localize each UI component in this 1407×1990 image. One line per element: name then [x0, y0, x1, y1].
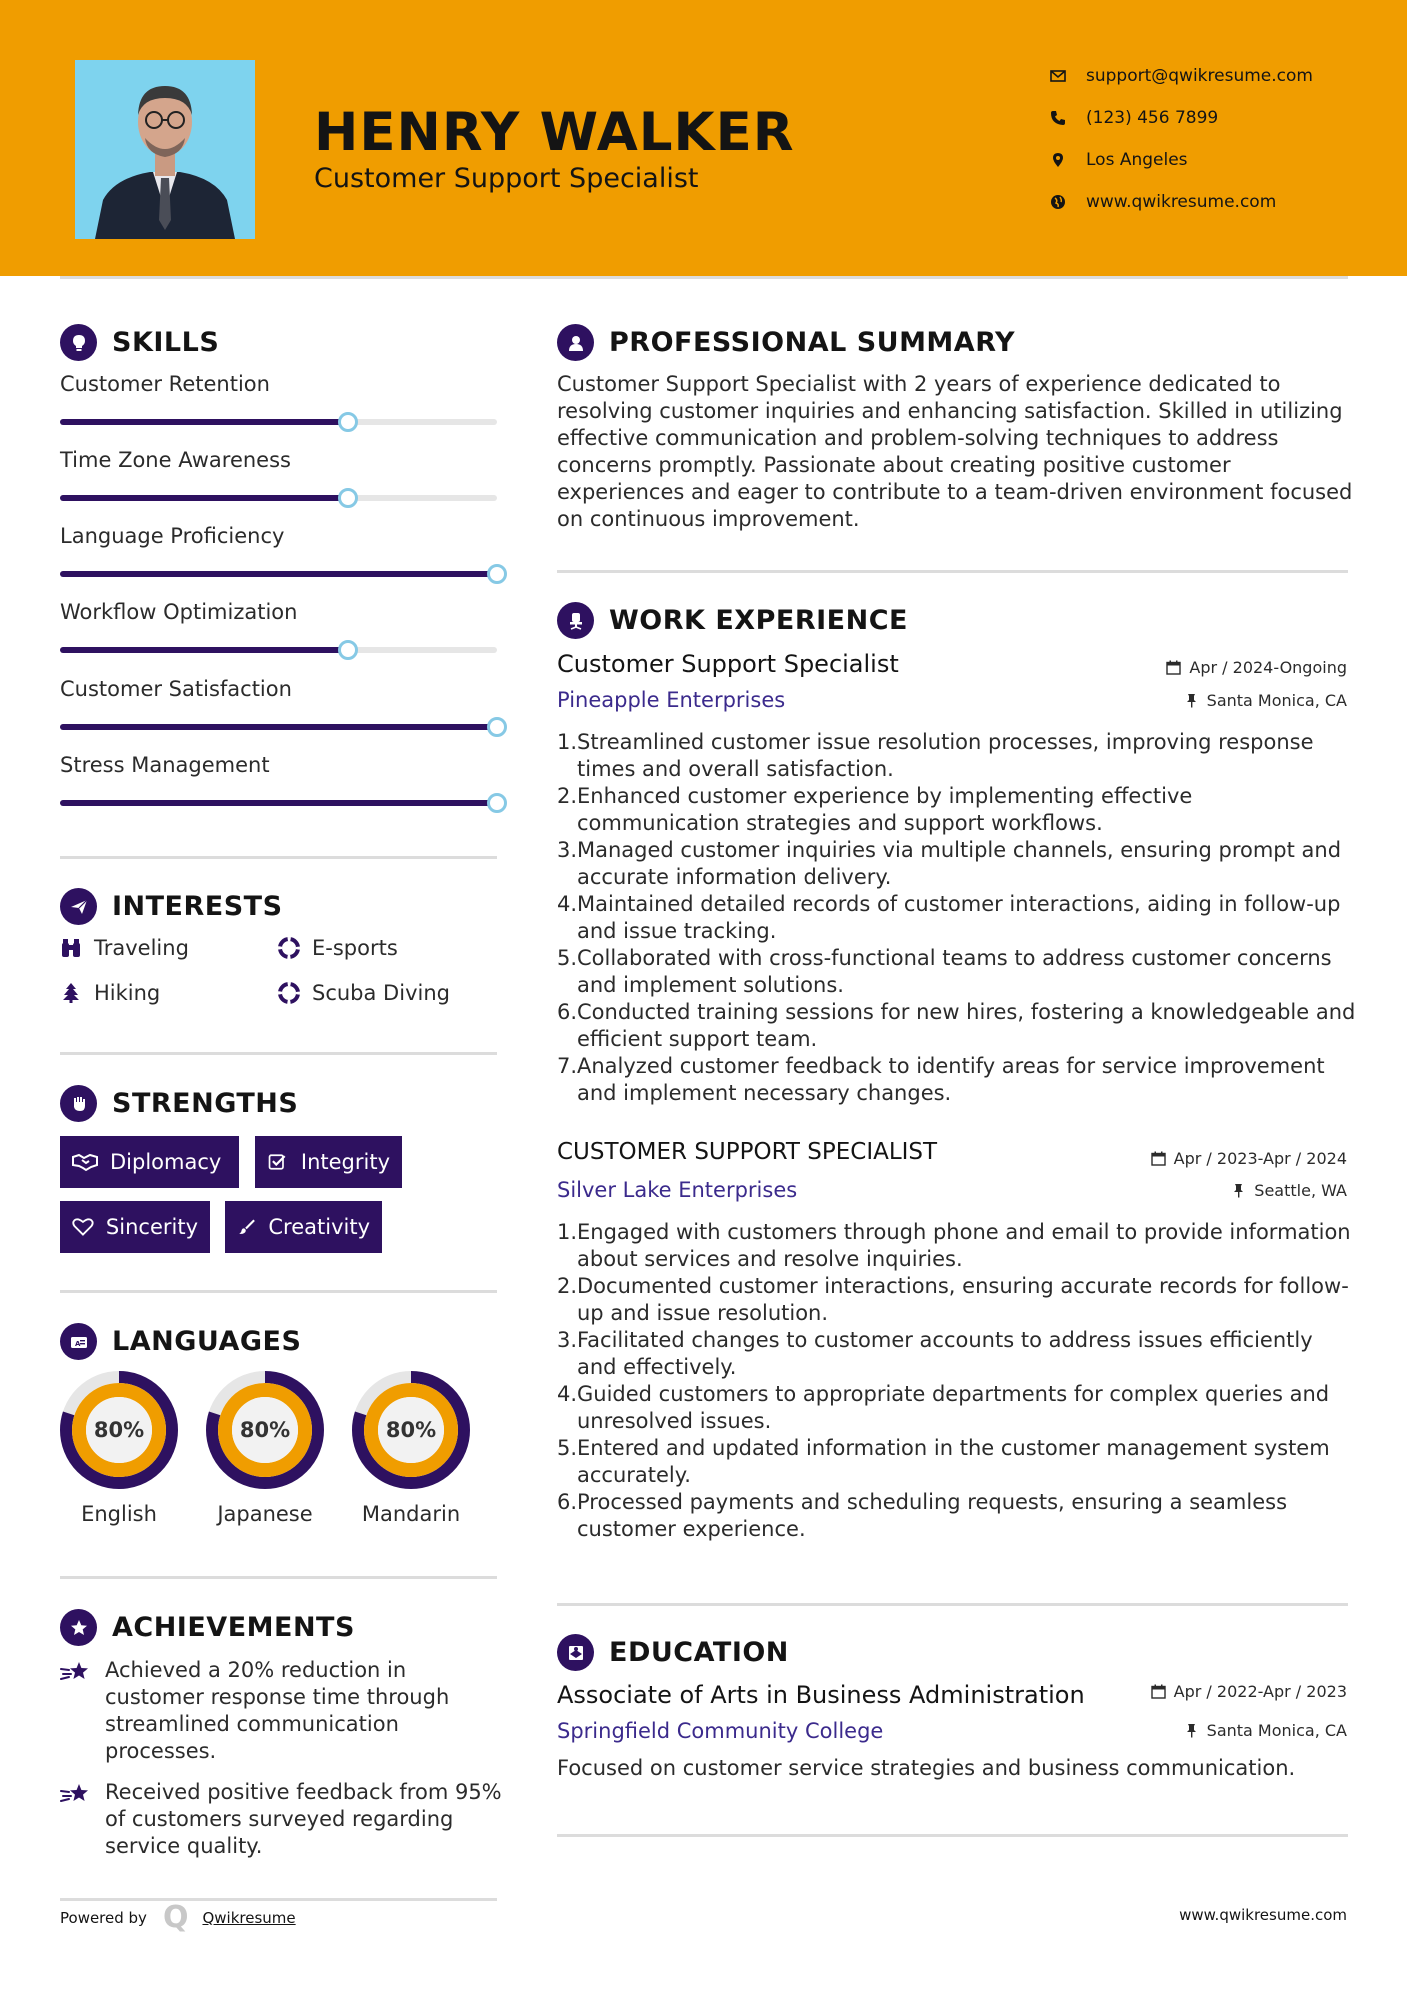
education-dates-text: Apr / 2022-Apr / 2023	[1173, 1682, 1347, 1701]
skill-bar	[60, 495, 497, 501]
skill-bar-fill	[60, 647, 348, 653]
language-gauge	[351, 1370, 471, 1490]
interest-item	[60, 936, 189, 960]
candidate-title: Customer Support Specialist	[314, 163, 699, 194]
binoculars-icon	[60, 937, 82, 959]
footer-powered-by	[60, 1900, 296, 1935]
duty-text: Maintained detailed records of customer interactions, aiding in follow-up and issue tracking.	[577, 892, 1341, 943]
skill-item	[60, 600, 505, 653]
duty-item	[557, 837, 1357, 891]
education-school: Springfield Community College	[557, 1719, 884, 1743]
pushpin-icon	[1184, 693, 1199, 708]
raised-fist-icon	[60, 1085, 97, 1122]
achievements-title: ACHIEVEMENTS	[112, 1612, 355, 1643]
phone-icon	[1050, 110, 1066, 126]
education-title: EDUCATION	[609, 1637, 789, 1668]
resume-header	[0, 0, 1407, 276]
duty-text: Engaged with customers through phone and email to provide information about services and resolve inquiries.	[577, 1220, 1351, 1271]
lifebuoy-icon	[278, 937, 300, 959]
contact-website[interactable]	[1050, 181, 1370, 223]
skill-bar-knob	[338, 640, 358, 660]
duty-text: Facilitated changes to customer accounts to address issues efficiently and effectively.	[577, 1328, 1313, 1379]
language-gauge	[59, 1370, 179, 1490]
skill-item	[60, 448, 505, 501]
interest-item	[60, 981, 160, 1005]
duty-item	[557, 891, 1357, 945]
calendar-icon	[1151, 1684, 1166, 1699]
job-company: Silver Lake Enterprises	[557, 1178, 798, 1202]
duty-text: Analyzed customer feedback to identify areas for service improvement and implement necessary changes.	[577, 1054, 1325, 1105]
map-marker-icon	[1050, 152, 1066, 168]
skill-bar-knob	[338, 488, 358, 508]
skill-name: Language Proficiency	[60, 524, 285, 548]
job-dates	[1166, 658, 1347, 677]
skill-item	[60, 677, 505, 730]
interest-label: Traveling	[94, 936, 189, 960]
job-location-text: Seattle, WA	[1254, 1181, 1347, 1200]
duty-item	[557, 783, 1357, 837]
strengths-heading	[60, 1085, 298, 1122]
languages-title: LANGUAGES	[112, 1326, 302, 1357]
summary-heading	[557, 324, 1015, 361]
job-duties-list	[557, 1219, 1357, 1543]
duty-item	[557, 999, 1357, 1053]
interests-title: INTERESTS	[112, 891, 283, 922]
duty-text: Guided customers to appropriate departments for complex queries and unresolved issues.	[577, 1382, 1330, 1433]
interest-label: Scuba Diving	[312, 981, 450, 1005]
qwikresume-logo-icon: Q	[162, 1900, 189, 1935]
duty-number: 3.	[557, 838, 578, 862]
job-company: Pineapple Enterprises	[557, 688, 786, 712]
skill-bar-knob	[338, 412, 358, 432]
calendar-icon	[1166, 660, 1181, 675]
duty-item	[557, 1327, 1357, 1381]
duty-text: Documented customer interactions, ensuring accurate records for follow-up and issue resolution.	[577, 1274, 1349, 1325]
skill-bar	[60, 647, 497, 653]
interest-label: Hiking	[94, 981, 161, 1005]
job-role: Customer Support Specialist	[557, 650, 899, 678]
summary-title: PROFESSIONAL SUMMARY	[609, 327, 1016, 358]
skill-name: Customer Retention	[60, 372, 270, 396]
pushpin-icon	[1231, 1183, 1246, 1198]
graduation-icon	[557, 1634, 594, 1671]
achievement-text: Achieved a 20% reduction in customer response time through streamlined communication processes.	[105, 1658, 450, 1763]
experience-divider	[557, 1603, 1348, 1606]
strength-label: Diplomacy	[110, 1150, 222, 1174]
contact-location	[1050, 139, 1370, 181]
duty-number: 1.	[557, 730, 578, 754]
skills-divider	[60, 856, 497, 859]
duty-number: 3.	[557, 1328, 578, 1352]
office-chair-icon	[557, 602, 594, 639]
language-gauge	[205, 1370, 325, 1490]
strength-label: Creativity	[268, 1215, 370, 1239]
skills-heading	[60, 324, 219, 361]
education-location-text: Santa Monica, CA	[1206, 1721, 1347, 1740]
duty-text: Streamlined customer issue resolution processes, improving response times and overall satisfaction.	[577, 730, 1314, 781]
job-location-text: Santa Monica, CA	[1206, 691, 1347, 710]
interest-item	[278, 981, 450, 1005]
job-role: CUSTOMER SUPPORT SPECIALIST	[557, 1139, 938, 1165]
job-dates-text: Apr / 2024-Ongoing	[1189, 658, 1347, 677]
heart-icon	[72, 1216, 94, 1238]
skill-bar	[60, 419, 497, 425]
lightbulb-icon	[60, 324, 97, 361]
skill-name: Stress Management	[60, 753, 270, 777]
interest-label: E-sports	[312, 936, 398, 960]
duty-number: 4.	[557, 892, 578, 916]
location-text: Los Angeles	[1086, 150, 1188, 170]
duty-text: Enhanced customer experience by implementing effective communication strategies and support workflows.	[577, 784, 1193, 835]
duty-number: 7.	[557, 1054, 578, 1078]
skill-bar	[60, 800, 497, 806]
duty-item	[557, 1435, 1357, 1489]
candidate-name: HENRY WALKER	[314, 102, 795, 163]
duty-text: Managed customer inquiries via multiple channels, ensuring prompt and accurate information delivery.	[577, 838, 1342, 889]
language-name: English	[81, 1502, 157, 1526]
duty-number: 2.	[557, 784, 578, 808]
skill-bar-fill	[60, 571, 497, 577]
duty-number: 1.	[557, 1220, 578, 1244]
language-item	[57, 1370, 181, 1526]
skill-name: Workflow Optimization	[60, 600, 298, 624]
strength-label: Integrity	[300, 1150, 390, 1174]
strength-tag	[225, 1201, 382, 1253]
language-card-icon	[60, 1323, 97, 1360]
duty-number: 5.	[557, 946, 578, 970]
skill-bar-fill	[60, 800, 497, 806]
paper-plane-icon	[60, 888, 97, 925]
duty-item	[557, 729, 1357, 783]
job-duties-list	[557, 729, 1357, 1107]
language-percent: 80%	[385, 1418, 437, 1442]
website-text: www.qwikresume.com	[1086, 192, 1277, 212]
summary-text: Customer Support Specialist with 2 years of experience dedicated to resolving customer inquiries and enhancing satisfaction. Skilled in utilizing effective communication and problem-solving techniques to address concerns promptly. Passionate about creating positive customer experiences and eager to contribute to a team-driven environment focused on continuous improvement.	[557, 372, 1353, 531]
language-name: Japanese	[217, 1502, 313, 1526]
duty-item	[557, 1053, 1357, 1107]
contact-list	[1050, 55, 1370, 223]
skill-item	[60, 524, 505, 577]
tree-icon	[60, 982, 82, 1004]
skill-name: Time Zone Awareness	[60, 448, 291, 472]
lifebuoy-icon	[278, 982, 300, 1004]
duty-item	[557, 945, 1357, 999]
skill-item	[60, 753, 505, 806]
strength-tag	[255, 1136, 402, 1188]
svg-text:A: A	[74, 1339, 80, 1348]
skill-bar-knob	[487, 793, 507, 813]
education-divider	[557, 1834, 1348, 1837]
skill-bar-fill	[60, 724, 497, 730]
duty-number: 2.	[557, 1274, 578, 1298]
duty-item	[557, 1273, 1357, 1327]
duty-number: 6.	[557, 1000, 578, 1024]
duty-text: Conducted training sessions for new hires, fostering a knowledgeable and efficient support team.	[577, 1000, 1356, 1051]
paintbrush-icon	[237, 1216, 256, 1238]
duty-item	[557, 1489, 1357, 1543]
job-dates	[1151, 1149, 1347, 1168]
duty-text: Collaborated with cross-functional teams to address customer concerns and implement solutions.	[577, 946, 1332, 997]
experience-title: WORK EXPERIENCE	[609, 605, 908, 636]
shooting-star-icon	[60, 1659, 90, 1685]
calendar-icon	[1151, 1151, 1166, 1166]
email-text: support@qwikresume.com	[1086, 66, 1313, 86]
powered-by-text: Powered by	[60, 1908, 147, 1927]
globe-icon	[1050, 194, 1066, 210]
strength-tag	[60, 1136, 239, 1188]
handshake-icon	[72, 1151, 98, 1173]
duty-number: 5.	[557, 1436, 578, 1460]
skill-bar-knob	[487, 564, 507, 584]
duty-text: Entered and updated information in the customer management system accurately.	[577, 1436, 1330, 1487]
star-badge-icon	[60, 1609, 97, 1646]
languages-divider	[60, 1576, 497, 1579]
skill-bar-fill	[60, 495, 348, 501]
summary-divider	[557, 570, 1348, 573]
strength-tag	[60, 1201, 210, 1253]
language-percent: 80%	[93, 1418, 145, 1442]
education-dates	[1151, 1682, 1347, 1701]
pushpin-icon	[1184, 1723, 1199, 1738]
profile-photo	[75, 60, 255, 239]
interests-divider	[60, 1052, 497, 1055]
footer-website[interactable]: www.qwikresume.com	[1179, 1906, 1347, 1924]
contact-phone[interactable]	[1050, 97, 1370, 139]
skill-bar	[60, 571, 497, 577]
checkbox-icon	[267, 1151, 289, 1173]
experience-heading	[557, 602, 908, 639]
duty-item	[557, 1219, 1357, 1273]
language-percent: 80%	[239, 1418, 291, 1442]
skills-title: SKILLS	[112, 327, 220, 358]
language-item	[203, 1370, 327, 1526]
duty-item	[557, 1381, 1357, 1435]
brand-link[interactable]: Qwikresume	[202, 1908, 296, 1927]
language-name: Mandarin	[361, 1502, 461, 1526]
phone-text: (123) 456 7899	[1086, 108, 1219, 128]
duty-text: Processed payments and scheduling requests, ensuring a seamless customer experience.	[577, 1490, 1288, 1541]
skill-name: Customer Satisfaction	[60, 677, 292, 701]
interest-item	[278, 936, 398, 960]
achievement-item	[60, 1779, 505, 1860]
strengths-divider	[60, 1290, 497, 1293]
achievement-text: Received positive feedback from 95% of customers surveyed regarding service quality.	[105, 1780, 502, 1858]
contact-email[interactable]	[1050, 55, 1370, 97]
job-location	[1184, 691, 1347, 710]
achievements-heading	[60, 1609, 355, 1646]
education-degree: Associate of Arts in Business Administration	[557, 1681, 1085, 1709]
duty-number: 4.	[557, 1382, 578, 1406]
education-description: Focused on customer service strategies and business communication.	[557, 1756, 1296, 1780]
education-heading	[557, 1634, 789, 1671]
skill-bar-fill	[60, 419, 348, 425]
duty-number: 6.	[557, 1490, 578, 1514]
skill-bar	[60, 724, 497, 730]
languages-heading	[60, 1323, 301, 1360]
job-location	[1231, 1181, 1347, 1200]
skill-item	[60, 372, 505, 425]
job-dates-text: Apr / 2023-Apr / 2024	[1173, 1149, 1347, 1168]
achievement-item	[60, 1657, 505, 1765]
skill-bar-knob	[487, 717, 507, 737]
header-divider	[60, 276, 1348, 279]
shooting-star-icon	[60, 1781, 90, 1807]
user-icon	[557, 324, 594, 361]
language-item	[349, 1370, 473, 1526]
education-location	[1184, 1721, 1347, 1740]
interests-heading	[60, 888, 283, 925]
strengths-title: STRENGTHS	[112, 1088, 299, 1119]
strength-label: Sincerity	[105, 1215, 198, 1239]
envelope-icon	[1050, 68, 1066, 84]
